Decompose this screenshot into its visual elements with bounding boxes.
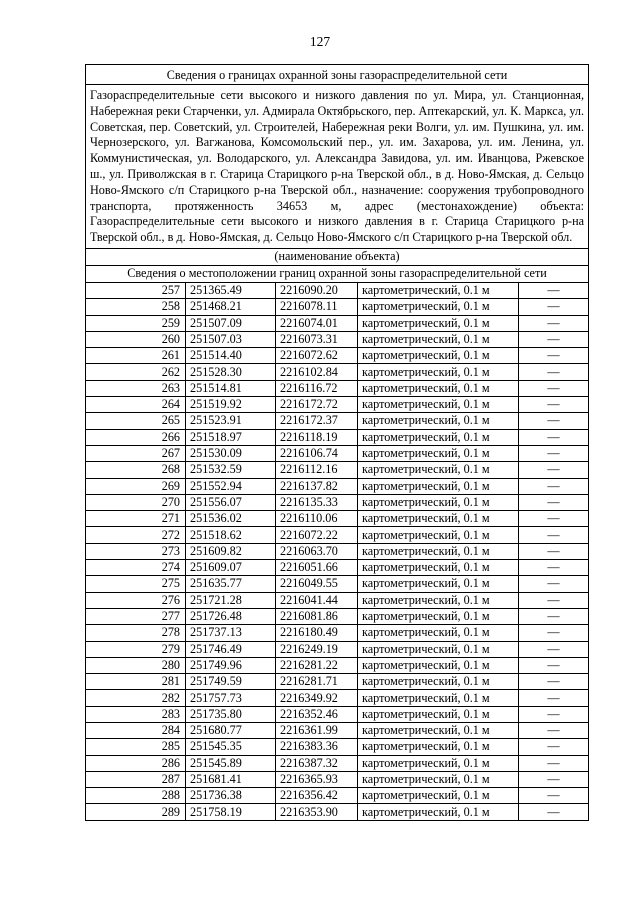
coord-y: 2216387.32 [276,755,358,771]
coord-x: 251514.40 [186,348,276,364]
table-row [86,706,589,722]
method-cell: картометрический, 0.1 м [358,739,519,755]
point-number: 260 [86,331,186,347]
method-cell: картометрический, 0.1 м [358,771,519,787]
method-cell: картометрический, 0.1 м [358,478,519,494]
zone-boundary-table [85,64,589,821]
table-row [86,315,589,331]
coord-x: 251681.41 [186,771,276,787]
method-cell: картометрический, 0.1 м [358,413,519,429]
description-cell: — [519,690,589,706]
coord-x: 251507.09 [186,315,276,331]
table-row [86,413,589,429]
method-cell: картометрический, 0.1 м [358,608,519,624]
method-cell: картометрический, 0.1 м [358,282,519,298]
coord-x: 251532.59 [186,462,276,478]
coord-x: 251365.49 [186,282,276,298]
coord-y: 2216172.37 [276,413,358,429]
description-cell: — [519,641,589,657]
method-cell: картометрический, 0.1 м [358,625,519,641]
coord-y: 2216081.86 [276,608,358,624]
table-row [86,560,589,576]
method-cell: картометрический, 0.1 м [358,331,519,347]
coord-y: 2216090.20 [276,282,358,298]
description-cell: — [519,674,589,690]
coord-y: 2216116.72 [276,380,358,396]
description-cell: — [519,331,589,347]
coord-y: 2216078.11 [276,299,358,315]
table-row [86,331,589,347]
method-cell: картометрический, 0.1 м [358,494,519,510]
coord-x: 251609.82 [186,543,276,559]
coord-x: 251737.13 [186,625,276,641]
table-row [86,348,589,364]
table-row [86,608,589,624]
point-number: 274 [86,560,186,576]
point-number: 267 [86,445,186,461]
coord-y: 2216352.46 [276,706,358,722]
coord-y: 2216063.70 [276,543,358,559]
description-cell: — [519,543,589,559]
description-cell: — [519,445,589,461]
coord-y: 2216106.74 [276,445,358,461]
table-row [86,576,589,592]
point-number: 288 [86,788,186,804]
description-cell: — [519,413,589,429]
point-number: 278 [86,625,186,641]
point-number: 286 [86,755,186,771]
description-cell: — [519,592,589,608]
method-cell: картометрический, 0.1 м [358,641,519,657]
description-cell: — [519,315,589,331]
method-cell: картометрический, 0.1 м [358,576,519,592]
method-cell: картометрический, 0.1 м [358,348,519,364]
point-number: 284 [86,722,186,738]
table-row [86,592,589,608]
description-cell: — [519,511,589,527]
method-cell: картометрический, 0.1 м [358,380,519,396]
method-cell: картометрический, 0.1 м [358,511,519,527]
description-cell: — [519,755,589,771]
description-cell: — [519,608,589,624]
method-cell: картометрический, 0.1 м [358,560,519,576]
point-number: 272 [86,527,186,543]
description-cell: — [519,397,589,413]
description-cell: — [519,722,589,738]
location-header-row [86,265,589,282]
method-cell: картометрический, 0.1 м [358,429,519,445]
description-cell: — [519,494,589,510]
table-row [86,641,589,657]
page-number: 127 [309,34,331,49]
table-row [86,674,589,690]
coord-x: 251545.89 [186,755,276,771]
table-row [86,788,589,804]
coord-y: 2216172.72 [276,397,358,413]
description-cell: — [519,462,589,478]
point-number: 276 [86,592,186,608]
description-cell: — [519,771,589,787]
object-label-row [86,248,589,265]
method-cell: картометрический, 0.1 м [358,527,519,543]
method-cell: картометрический, 0.1 м [358,755,519,771]
description-cell: — [519,657,589,673]
coord-y: 2216353.90 [276,804,358,820]
point-number: 280 [86,657,186,673]
coord-x: 251635.77 [186,576,276,592]
description-cell: — [519,282,589,298]
method-cell: картометрический, 0.1 м [358,462,519,478]
table-row [86,299,589,315]
coord-x: 251749.59 [186,674,276,690]
coord-y: 2216135.33 [276,494,358,510]
table-row [86,462,589,478]
coord-x: 251523.91 [186,413,276,429]
object-description: Газораспределительные сети высокого и низкого давления по ул. Мира, ул. Станционная, Набережная реки Старченки, ул. Адмирала Октябрьского, пер. Аптекарский, ул. К. Маркса, ул. Советская, пер. Советский, ул. Строителей, Набережная реки Волги, ул. им. Пушкина, ул. им. Чернозерского, ул. Вагжанова, Комсомольский пер., ул. им. Захарова, ул. им. Ленина, ул. Коммунистическая, ул. Володарского, ул. Александра Завидова, ул. им. Иванцова, Ржевское ш., ул. Приволжская в г. Старица Старицкого р-на Тверской обл., в д. Ново-Ямская, д. Сельцо Ново-Ямского с/п Старицкого р-на Тверской обл., назначение: сооружения трубопроводного транспорта, протяженность 34653 м, адрес (местонахождение) объекта: Газораспределительные сети высокого и низкого давления в г. Старица Старицкого р-на Тверской обл., в д. Ново-Ямская, д. Сельцо Ново-Ямского с/п Старицкого р-на Тверской обл. [86,85,589,249]
coord-y: 2216249.19 [276,641,358,657]
description-cell: — [519,478,589,494]
point-number: 264 [86,397,186,413]
table-row [86,478,589,494]
description-cell: — [519,576,589,592]
table-row [86,755,589,771]
coord-x: 251536.02 [186,511,276,527]
coord-y: 2216041.44 [276,592,358,608]
coord-x: 251680.77 [186,722,276,738]
coord-y: 2216137.82 [276,478,358,494]
method-cell: картометрический, 0.1 м [358,706,519,722]
point-number: 279 [86,641,186,657]
method-cell: картометрический, 0.1 м [358,592,519,608]
point-number: 270 [86,494,186,510]
description-cell: — [519,348,589,364]
coord-y: 2216356.42 [276,788,358,804]
point-number: 287 [86,771,186,787]
table-row [86,380,589,396]
point-number: 265 [86,413,186,429]
point-number: 259 [86,315,186,331]
point-number: 271 [86,511,186,527]
method-cell: картометрический, 0.1 м [358,397,519,413]
coord-x: 251758.19 [186,804,276,820]
method-cell: картометрический, 0.1 м [358,299,519,315]
method-cell: картометрический, 0.1 м [358,445,519,461]
point-number: 261 [86,348,186,364]
point-number: 273 [86,543,186,559]
method-cell: картометрический, 0.1 м [358,690,519,706]
coord-x: 251749.96 [186,657,276,673]
coord-y: 2216073.31 [276,331,358,347]
coord-y: 2216383.36 [276,739,358,755]
coord-x: 251726.48 [186,608,276,624]
coord-y: 2216049.55 [276,576,358,592]
coord-x: 251545.35 [186,739,276,755]
coord-x: 251518.97 [186,429,276,445]
point-number: 289 [86,804,186,820]
coord-x: 251518.62 [186,527,276,543]
method-cell: картометрический, 0.1 м [358,788,519,804]
coord-y: 2216349.92 [276,690,358,706]
table-title: Сведения о границах охранной зоны газораспределительной сети [86,65,589,85]
description-cell: — [519,739,589,755]
location-header: Сведения о местоположении границ охранной зоны газораспределительной сети [86,265,589,282]
point-number: 277 [86,608,186,624]
point-number: 263 [86,380,186,396]
table-row [86,282,589,298]
coord-y: 2216180.49 [276,625,358,641]
table-row [86,397,589,413]
coord-x: 251507.03 [186,331,276,347]
coord-x: 251530.09 [186,445,276,461]
table-row [86,543,589,559]
point-number: 285 [86,739,186,755]
point-number: 283 [86,706,186,722]
coord-y: 2216051.66 [276,560,358,576]
coord-y: 2216365.93 [276,771,358,787]
table-row [86,739,589,755]
coord-y: 2216118.19 [276,429,358,445]
description-row [86,85,589,249]
coord-x: 251746.49 [186,641,276,657]
method-cell: картометрический, 0.1 м [358,657,519,673]
method-cell: картометрический, 0.1 м [358,315,519,331]
point-number: 282 [86,690,186,706]
coord-y: 2216074.01 [276,315,358,331]
coord-x: 251552.94 [186,478,276,494]
description-cell: — [519,364,589,380]
coord-x: 251514.81 [186,380,276,396]
table-row [86,494,589,510]
table-row [86,657,589,673]
method-cell: картометрический, 0.1 м [358,543,519,559]
coord-x: 251721.28 [186,592,276,608]
coord-y: 2216072.22 [276,527,358,543]
description-cell: — [519,429,589,445]
coord-y: 2216281.71 [276,674,358,690]
coord-x: 251519.92 [186,397,276,413]
table-row [86,527,589,543]
coord-x: 251735.80 [186,706,276,722]
point-number: 262 [86,364,186,380]
description-cell: — [519,804,589,820]
coord-y: 2216281.22 [276,657,358,673]
table-row [86,625,589,641]
coord-y: 2216361.99 [276,722,358,738]
description-cell: — [519,625,589,641]
coord-x: 251736.38 [186,788,276,804]
coord-y: 2216102.84 [276,364,358,380]
coord-x: 251528.30 [186,364,276,380]
point-number: 275 [86,576,186,592]
title-row [86,65,589,85]
point-number: 266 [86,429,186,445]
method-cell: картометрический, 0.1 м [358,804,519,820]
point-number: 268 [86,462,186,478]
method-cell: картометрический, 0.1 м [358,674,519,690]
table-row [86,771,589,787]
method-cell: картометрический, 0.1 м [358,722,519,738]
description-cell: — [519,527,589,543]
table-row [86,429,589,445]
table-row [86,364,589,380]
table-row [86,804,589,820]
object-name-label: (наименование объекта) [86,248,589,265]
description-cell: — [519,380,589,396]
description-cell: — [519,299,589,315]
description-cell: — [519,788,589,804]
method-cell: картометрический, 0.1 м [358,364,519,380]
coord-y: 2216072.62 [276,348,358,364]
coord-x: 251468.21 [186,299,276,315]
point-number: 257 [86,282,186,298]
table-row [86,722,589,738]
point-number: 258 [86,299,186,315]
point-number: 269 [86,478,186,494]
coord-x: 251556.07 [186,494,276,510]
coord-y: 2216112.16 [276,462,358,478]
description-cell: — [519,560,589,576]
table-row [86,445,589,461]
coord-y: 2216110.06 [276,511,358,527]
description-cell: — [519,706,589,722]
table-row [86,511,589,527]
point-number: 281 [86,674,186,690]
table-row [86,690,589,706]
coord-x: 251609.07 [186,560,276,576]
coord-x: 251757.73 [186,690,276,706]
